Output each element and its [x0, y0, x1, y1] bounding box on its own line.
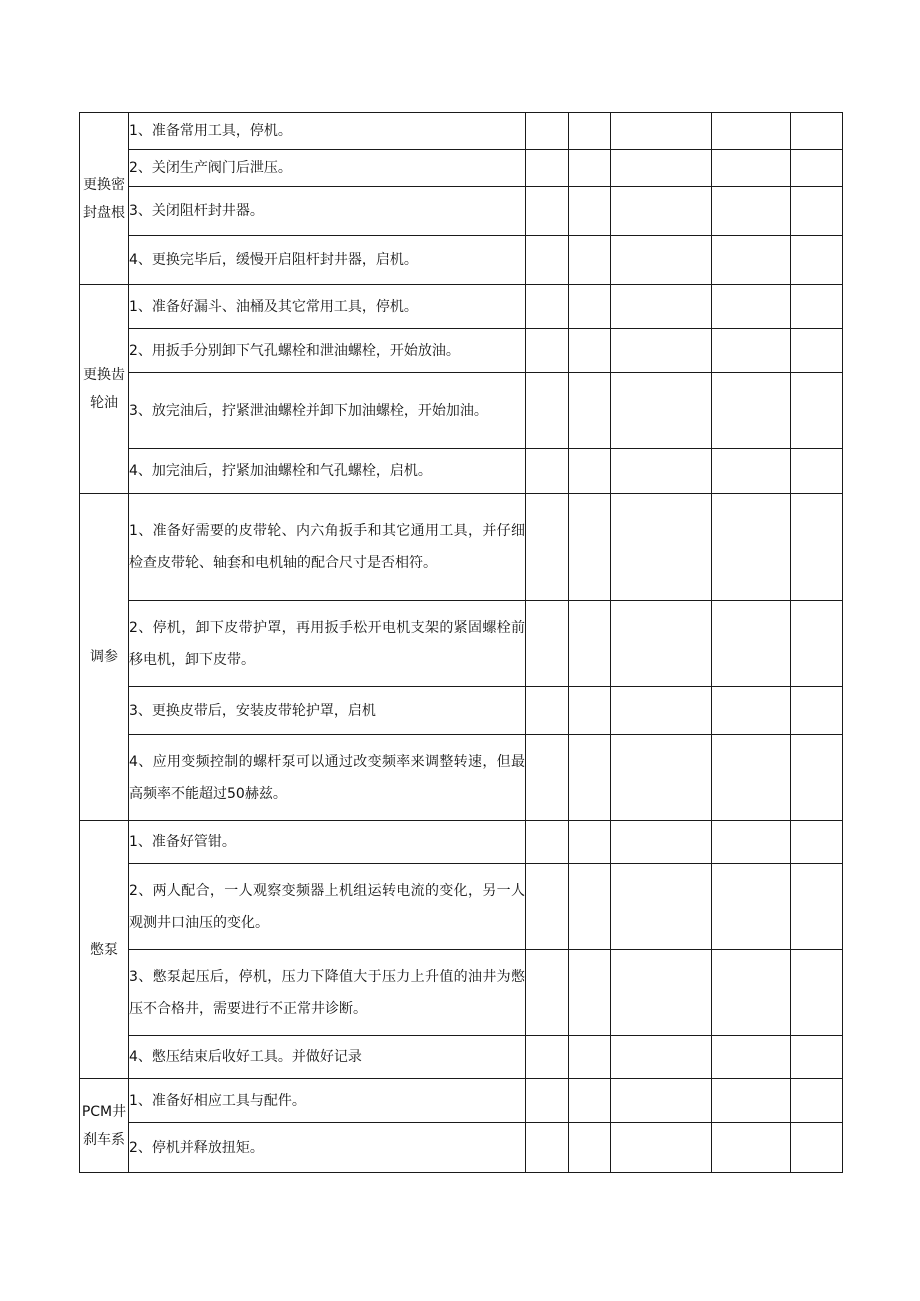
blank-cell [712, 373, 791, 449]
blank-cell [526, 1123, 569, 1173]
blank-cell [611, 187, 712, 236]
blank-cell [611, 285, 712, 329]
blank-cell [791, 150, 843, 187]
step-cell [129, 1036, 526, 1079]
blank-cell [791, 236, 843, 285]
blank-cell [712, 950, 791, 1036]
blank-cell [569, 821, 611, 864]
step-text: 3、更换皮带后，安装皮带轮护罩，启机 [129, 702, 376, 719]
step-text: 1、准备好需要的皮带轮、内六角扳手和其它通用工具，并仔细检查皮带轮、轴套和电机轴的配合尺寸是否相符。 [129, 523, 525, 571]
step-cell [129, 687, 526, 735]
blank-cell [791, 113, 843, 150]
blank-cell [569, 494, 611, 601]
step-text: 2、停机并释放扭矩。 [129, 1139, 264, 1156]
blank-cell [611, 1123, 712, 1173]
step-text: 3、关闭阻杆封井器。 [129, 203, 264, 219]
step-cell [129, 329, 526, 373]
step-text: 1、准备好相应工具与配件。 [129, 1092, 306, 1109]
step-text: 3、憋泵起压后，停机，压力下降值大于压力上升值的油井为憋压不合格井，需要进行不正常井诊断。 [129, 968, 525, 1017]
table-row [80, 187, 843, 236]
table-row [80, 687, 843, 735]
blank-cell [611, 821, 712, 864]
step-cell [129, 187, 526, 236]
table-row [80, 150, 843, 187]
table-row [80, 864, 843, 950]
step-cell [129, 821, 526, 864]
blank-cell [791, 950, 843, 1036]
blank-cell [611, 113, 712, 150]
blank-cell [569, 950, 611, 1036]
table-row [80, 821, 843, 864]
blank-cell [791, 449, 843, 494]
blank-cell [526, 950, 569, 1036]
blank-cell [791, 1036, 843, 1079]
table-row [80, 1123, 843, 1173]
blank-cell [611, 329, 712, 373]
blank-cell [712, 150, 791, 187]
blank-cell [712, 821, 791, 864]
blank-cell [526, 373, 569, 449]
step-cell [129, 1123, 526, 1173]
blank-cell [791, 735, 843, 821]
blank-cell [791, 864, 843, 950]
operation-cell [80, 1079, 129, 1173]
blank-cell [611, 1079, 712, 1123]
operation-label: PCM井刹车系 [81, 1103, 127, 1148]
blank-cell [526, 735, 569, 821]
blank-cell [569, 1123, 611, 1173]
blank-cell [569, 687, 611, 735]
blank-cell [611, 449, 712, 494]
blank-cell [569, 150, 611, 187]
blank-cell [611, 1036, 712, 1079]
table-row [80, 494, 843, 601]
blank-cell [712, 187, 791, 236]
blank-cell [526, 864, 569, 950]
blank-cell [569, 601, 611, 687]
step-cell [129, 601, 526, 687]
step-cell [129, 494, 526, 601]
step-cell [129, 864, 526, 950]
blank-cell [526, 113, 569, 150]
blank-cell [526, 494, 569, 601]
blank-cell [712, 1079, 791, 1123]
blank-cell [569, 373, 611, 449]
blank-cell [611, 236, 712, 285]
step-cell [129, 236, 526, 285]
blank-cell [526, 1079, 569, 1123]
blank-cell [611, 687, 712, 735]
blank-cell [712, 735, 791, 821]
blank-cell [569, 1036, 611, 1079]
blank-cell [611, 864, 712, 950]
blank-cell [611, 601, 712, 687]
blank-cell [569, 449, 611, 494]
operation-cell [80, 494, 129, 821]
operation-cell [80, 113, 129, 285]
blank-cell [791, 494, 843, 601]
blank-cell [526, 329, 569, 373]
table-row [80, 236, 843, 285]
blank-cell [791, 285, 843, 329]
procedure-table [79, 112, 843, 1173]
blank-cell [569, 864, 611, 950]
blank-cell [712, 236, 791, 285]
step-text: 1、准备好管钳。 [129, 834, 236, 850]
table-row [80, 1036, 843, 1079]
blank-cell [526, 687, 569, 735]
blank-cell [712, 285, 791, 329]
step-cell [129, 1079, 526, 1123]
step-text: 2、两人配合，一人观察变频器上机组运转电流的变化，另一人观测井口油压的变化。 [129, 882, 525, 931]
blank-cell [712, 864, 791, 950]
table-row [80, 113, 843, 150]
blank-cell [569, 187, 611, 236]
blank-cell [791, 601, 843, 687]
blank-cell [526, 236, 569, 285]
blank-cell [611, 373, 712, 449]
operation-label: 更换密封盘根 [83, 176, 125, 221]
blank-cell [569, 329, 611, 373]
step-text: 2、停机，卸下皮带护罩，再用扳手松开电机支架的紧固螺栓前移电机，卸下皮带。 [129, 619, 525, 668]
step-cell [129, 735, 526, 821]
step-text: 4、加完油后，拧紧加油螺栓和气孔螺栓，启机。 [129, 463, 432, 479]
blank-cell [712, 329, 791, 373]
blank-cell [712, 113, 791, 150]
step-text: 2、用扳手分别卸下气孔螺栓和泄油螺栓，开始放油。 [129, 342, 460, 359]
blank-cell [791, 329, 843, 373]
blank-cell [569, 236, 611, 285]
blank-cell [526, 187, 569, 236]
step-text: 3、放完油后，拧紧泄油螺栓并卸下加油螺栓，开始加油。 [129, 402, 488, 419]
table-row [80, 285, 843, 329]
step-text: 2、关闭生产阀门后泄压。 [129, 160, 292, 176]
step-text: 4、应用变频控制的螺杆泵可以通过改变频率来调整转速，但最高频率不能超过50赫兹。 [129, 753, 525, 802]
step-cell [129, 373, 526, 449]
step-text: 4、更换完毕后，缓慢开启阻杆封井器，启机。 [129, 252, 418, 268]
step-text: 1、准备好漏斗、油桶及其它常用工具，停机。 [129, 298, 418, 315]
blank-cell [569, 1079, 611, 1123]
blank-cell [526, 449, 569, 494]
blank-cell [791, 1079, 843, 1123]
blank-cell [791, 187, 843, 236]
operation-cell [80, 821, 129, 1079]
blank-cell [526, 1036, 569, 1079]
blank-cell [791, 687, 843, 735]
blank-cell [712, 494, 791, 601]
operation-cell [80, 285, 129, 494]
blank-cell [712, 1036, 791, 1079]
step-cell [129, 150, 526, 187]
blank-cell [712, 1123, 791, 1173]
blank-cell [569, 285, 611, 329]
operation-label: 调参 [90, 649, 118, 665]
blank-cell [611, 950, 712, 1036]
blank-cell [526, 150, 569, 187]
step-cell [129, 285, 526, 329]
operation-label: 更换齿轮油 [83, 367, 125, 411]
step-cell [129, 950, 526, 1036]
table-row [80, 735, 843, 821]
table-row [80, 329, 843, 373]
step-text: 1、准备常用工具，停机。 [129, 123, 292, 139]
blank-cell [791, 821, 843, 864]
blank-cell [791, 1123, 843, 1173]
blank-cell [611, 150, 712, 187]
step-text: 4、憋压结束后收好工具。并做好记录 [129, 1049, 362, 1065]
blank-cell [712, 601, 791, 687]
blank-cell [611, 735, 712, 821]
blank-cell [526, 285, 569, 329]
table-row [80, 601, 843, 687]
operation-label: 憋泵 [90, 941, 118, 958]
table-row [80, 373, 843, 449]
table-row [80, 950, 843, 1036]
blank-cell [526, 601, 569, 687]
step-cell [129, 449, 526, 494]
blank-cell [712, 687, 791, 735]
table-row [80, 1079, 843, 1123]
step-cell [129, 113, 526, 150]
blank-cell [611, 494, 712, 601]
blank-cell [569, 113, 611, 150]
blank-cell [712, 449, 791, 494]
blank-cell [526, 821, 569, 864]
blank-cell [791, 373, 843, 449]
table-row [80, 449, 843, 494]
blank-cell [569, 735, 611, 821]
